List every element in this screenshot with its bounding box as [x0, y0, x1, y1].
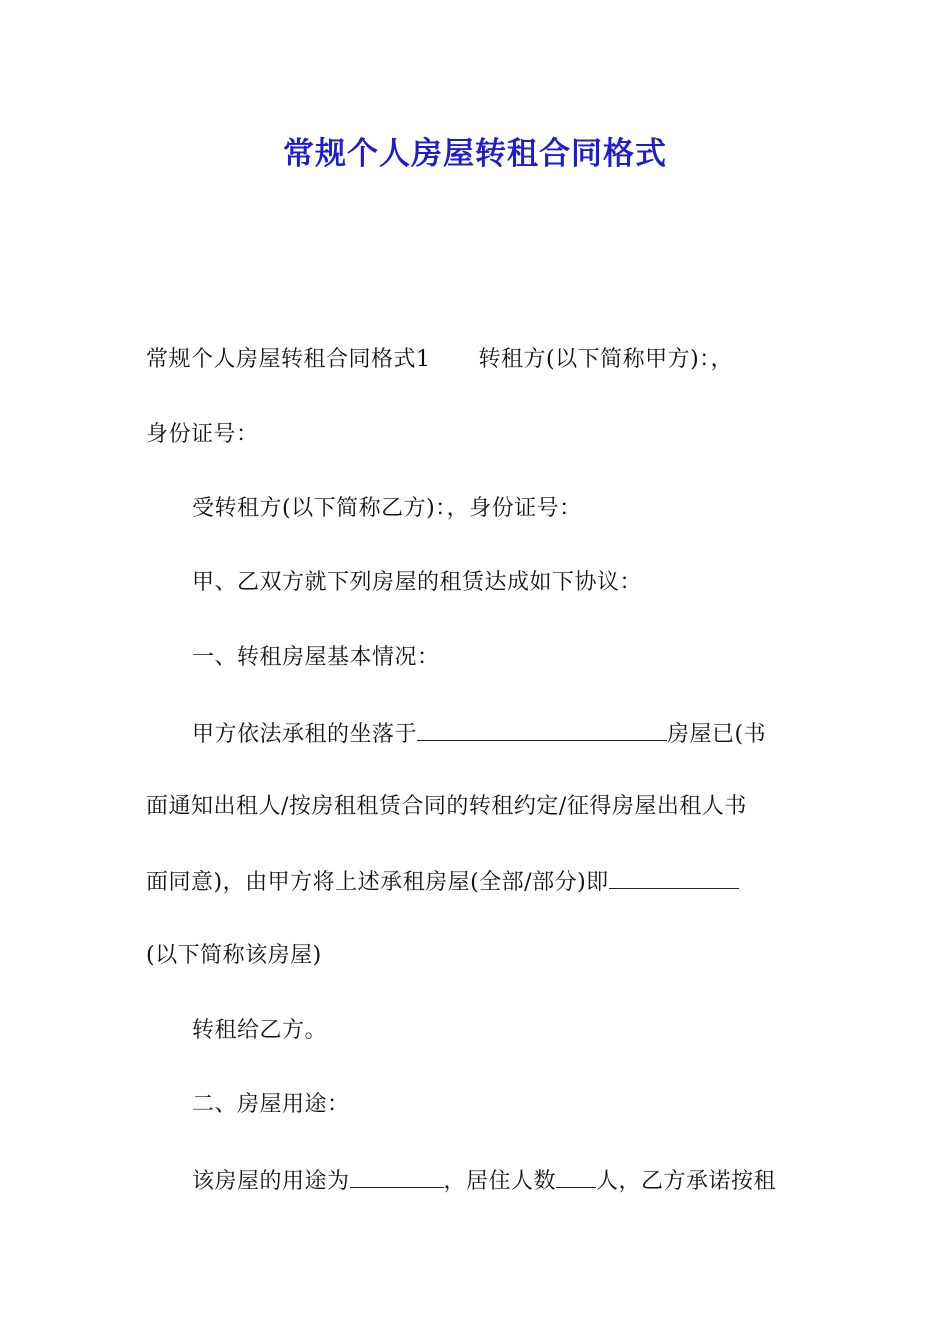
para1-line2: 面通知出租人/按房租租赁合同的转租约定/征得房屋出租人书 — [146, 794, 747, 819]
para2-line1 — [192, 1165, 872, 1197]
para2-text-a: 该房屋的用途为 — [192, 1169, 350, 1194]
section-1-heading: 一、转租房屋基本情况： — [192, 645, 440, 670]
intro-heading: 常规个人房屋转租合同格式1 — [146, 347, 431, 372]
intro-line — [146, 345, 826, 375]
para1-text-b: 房屋已(书 — [667, 722, 767, 747]
lessor-id-label: 身份证号： — [146, 422, 259, 447]
para1-text-a: 甲方依法承租的坐落于 — [192, 722, 418, 747]
portion-blank — [609, 866, 739, 889]
para2-text-b: ，居住人数 — [443, 1169, 557, 1194]
sublessee-line: 受转租方(以下简称乙方)：，身份证号： — [192, 496, 582, 521]
address-blank — [417, 718, 667, 741]
para1-line3 — [146, 866, 826, 898]
occupants-blank — [556, 1165, 596, 1188]
section-2-heading: 二、房屋用途： — [192, 1092, 350, 1117]
para1-line1 — [192, 718, 872, 750]
para1-line4: (以下简称该房屋) — [146, 943, 322, 968]
agreement-line: 甲、乙双方就下列房屋的租赁达成如下协议： — [192, 570, 643, 595]
document-title: 常规个人房屋转租合同格式 — [283, 136, 667, 172]
lessor-label: 转租方(以下简称甲方)：， — [478, 347, 734, 372]
para1-line3-text: 面同意)，由甲方将上述承租房屋(全部/部分)即 — [146, 870, 609, 895]
para2-text-c: 人，乙方承诺按租 — [596, 1169, 777, 1194]
usage-blank — [350, 1165, 444, 1188]
para1-line5: 转租给乙方。 — [192, 1018, 328, 1043]
